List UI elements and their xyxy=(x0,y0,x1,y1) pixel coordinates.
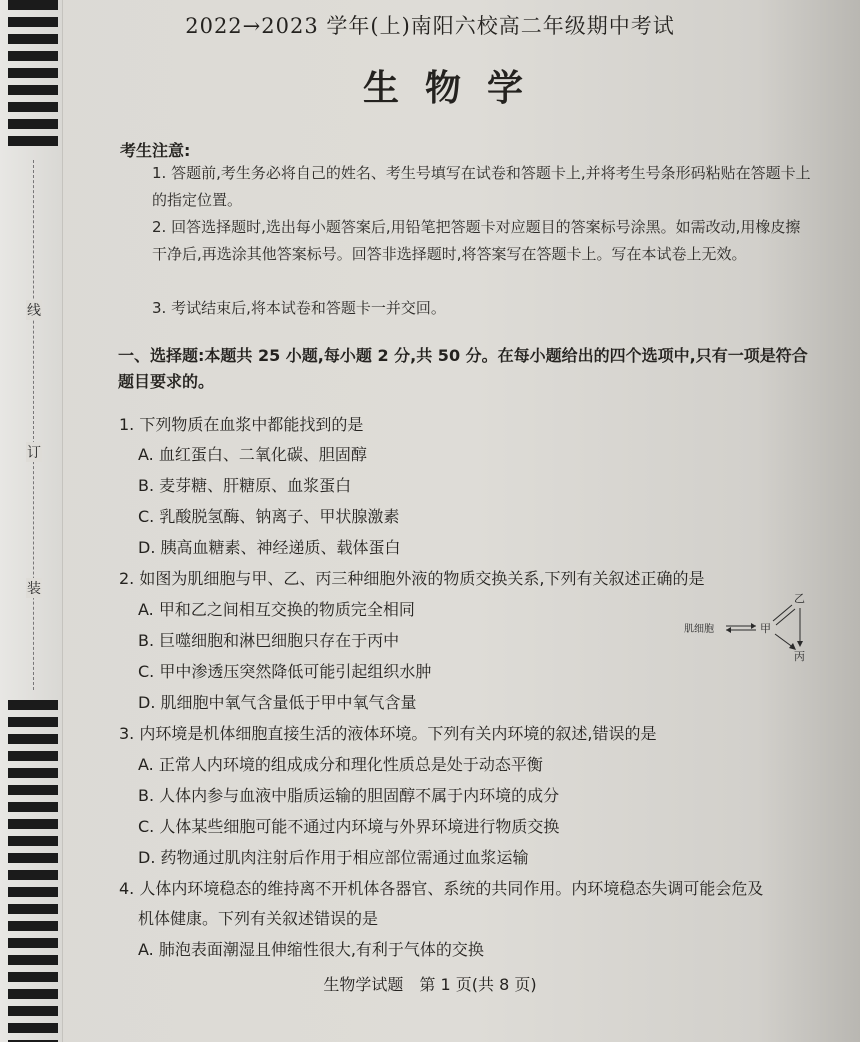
question-2-option-d: D. 肌细胞中氧气含量低于甲中氧气含量 xyxy=(138,693,417,712)
diagram-label-jia: 甲 xyxy=(760,622,771,635)
question-1-option-d: D. 胰高血糖素、神经递质、载体蛋白 xyxy=(138,538,401,557)
question-3-option-d: D. 药物通过肌肉注射后作用于相应部位需通过血浆运输 xyxy=(138,848,529,867)
diagram-label-muscle: 肌细胞 xyxy=(684,624,714,635)
binding-label-ding: 订 xyxy=(26,442,42,462)
section-heading: 一、选择题:本题共 25 小题,每小题 2 分,共 50 分。在每小题给出的四个选项中,只有一项是符合题目要求的。 xyxy=(118,346,808,391)
question-2-option-b: B. 巨噬细胞和淋巴细胞只存在于丙中 xyxy=(138,631,400,650)
binding-label-zhuang: 装 xyxy=(26,578,42,598)
body-fluid-diagram xyxy=(684,590,814,662)
question-1-option-b: B. 麦芽糖、肝糖原、血浆蛋白 xyxy=(138,476,352,495)
question-1-stem: 1. 下列物质在血浆中都能找到的是 xyxy=(119,415,364,434)
question-1-option-c: C. 乳酸脱氢酶、钠离子、甲状腺激素 xyxy=(138,507,400,526)
diagram-label-bing: 丙 xyxy=(794,650,805,662)
question-4-option-a: A. 肺泡表面潮湿且伸缩性很大,有利于气体的交换 xyxy=(138,940,484,959)
diagram-arrowhead xyxy=(789,643,796,650)
question-3-option-b: B. 人体内参与血液中脂质运输的胆固醇不属于内环境的成分 xyxy=(138,786,560,805)
binding-dashed-line xyxy=(33,160,34,690)
diagram-arrow xyxy=(773,605,792,621)
diagram-arrow xyxy=(776,609,795,625)
diagram-label-yi: 乙 xyxy=(794,592,805,605)
diagram-arrowhead xyxy=(726,627,731,633)
question-4-stem-continued: 机体健康。下列有关叙述错误的是 xyxy=(138,909,379,928)
notice-title: 考生注意: xyxy=(120,141,191,160)
binding-margin xyxy=(0,0,63,1042)
notice-item: 2. 回答选择题时,选出每小题答案后,用铅笔把答题卡对应题目的答案标号涂黑。如需改动,用橡皮擦干净后,再选涂其他答案标号。回答非选择题时,将答案写在答题卡上。写在本试卷上无效。 xyxy=(152,218,801,263)
page-footer: 生物学试题 第 1 页(共 8 页) xyxy=(323,975,537,994)
question-3-stem: 3. 内环境是机体细胞直接生活的液体环境。下列有关内环境的叙述,错误的是 xyxy=(119,724,657,743)
question-2-option-a: A. 甲和乙之间相互交换的物质完全相同 xyxy=(138,600,415,619)
question-4-stem: 4. 人体内环境稳态的维持离不开机体各器官、系统的共同作用。内环境稳态失调可能会危及 xyxy=(119,879,764,898)
notice-item: 3. 考试结束后,将本试卷和答题卡一并交回。 xyxy=(152,299,446,317)
notice-item: 1. 答题前,考生务必将自己的姓名、考生号填写在试卷和答题卡上,并将考生号条形码粘贴在答题卡上的指定位置。 xyxy=(152,164,811,209)
subject-title: 生物学 xyxy=(362,67,549,109)
diagram-arrowhead xyxy=(751,623,756,629)
binding-label-xian: 线 xyxy=(26,300,42,320)
question-3-option-c: C. 人体某些细胞可能不通过内环境与外界环境进行物质交换 xyxy=(138,817,560,836)
diagram-arrowhead xyxy=(797,641,803,647)
question-2-stem: 2. 如图为肌细胞与甲、乙、丙三种细胞外液的物质交换关系,下列有关叙述正确的是 xyxy=(119,569,705,588)
question-1-option-a: A. 血红蛋白、二氧化碳、胆固醇 xyxy=(138,445,367,464)
exam-title: 2022→2023 学年(上)南阳六校高二年级期中考试 xyxy=(185,14,675,38)
question-2-option-c: C. 甲中渗透压突然降低可能引起组织水肿 xyxy=(138,662,432,681)
question-3-option-a: A. 正常人内环境的组成成分和理化性质总是处于动态平衡 xyxy=(138,755,543,774)
